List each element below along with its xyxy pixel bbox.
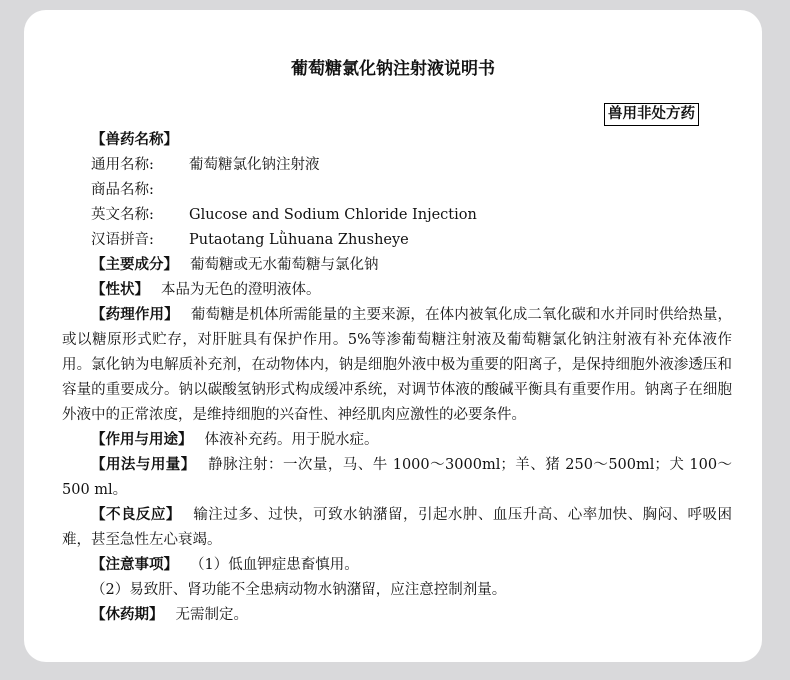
pharmacology-heading: 【药理作用】 — [91, 307, 179, 323]
pharmacology-paragraph — [62, 303, 732, 428]
document-title: 葡萄糖氯化钠注射液说明书 — [291, 59, 495, 79]
dosage-text: 静脉注射：一次量，马、牛 1000～3000ml；羊、猪 250～500ml；犬 100～500 ml。 — [62, 457, 733, 498]
indications-text: 体液补充药。用于脱水症。 — [204, 432, 379, 448]
pinyin-value: Putaotang Lǜhuana Zhusheye — [189, 232, 409, 248]
withdrawal-heading: 【休药期】 — [91, 607, 164, 623]
trade-name-label: 商品名称: — [91, 182, 154, 198]
otc-badge: 兽用非处方药 — [604, 103, 699, 126]
section-heading: 【兽药名称】 — [91, 132, 178, 148]
indications-heading: 【作用与用途】 — [91, 432, 193, 448]
appearance-text: 本品为无色的澄明液体。 — [161, 282, 321, 298]
dosage-paragraph — [62, 453, 732, 503]
precautions-heading: 【注意事项】 — [91, 557, 178, 573]
appearance-row — [62, 278, 732, 303]
trade-name-row — [62, 178, 732, 203]
english-name-value: Glucose and Sodium Chloride Injection — [189, 207, 477, 223]
indications-row — [62, 428, 732, 453]
withdrawal-text: 无需制定。 — [175, 607, 248, 623]
precautions-item-1: （1）低血钾症患畜慎用。 — [190, 557, 359, 573]
composition-heading: 【主要成分】 — [91, 257, 178, 273]
precautions-item-2: （2）易致肝、肾功能不全患病动物水钠潴留，应注意控制剂量。 — [91, 582, 507, 598]
name-section-heading — [62, 128, 732, 153]
adverse-text: 输注过多、过快，可致水钠潴留，引起水肿、血压升高、心率加快、胸闷、呼吸困难，甚至急性左心衰竭。 — [62, 507, 732, 548]
document-body — [62, 128, 732, 628]
pinyin-row — [62, 228, 732, 253]
withdrawal-row — [62, 603, 732, 628]
adverse-heading: 【不良反应】 — [91, 507, 181, 523]
composition-row — [62, 253, 732, 278]
precautions-row — [62, 553, 732, 578]
precautions-item-2-row — [62, 578, 732, 603]
dosage-heading: 【用法与用量】 — [91, 457, 196, 473]
english-name-row — [62, 203, 732, 228]
english-name-label: 英文名称: — [91, 207, 154, 223]
appearance-heading: 【性状】 — [91, 282, 149, 298]
pinyin-label: 汉语拼音: — [91, 232, 154, 248]
common-name-row — [62, 153, 732, 178]
document-card — [24, 10, 762, 662]
pharmacology-text: 葡萄糖是机体所需能量的主要来源，在体内被氧化成二氧化碳和水并同时供给热量，或以糖原形式贮存，对肝脏具有保护作用。5%等渗葡萄糖注射液及葡萄糖氯化钠注射液有补充体液作用。氯化钠为电解质补充剂，在动物体内，钠是细胞外液中极为重要的阳离子，是保持细胞外液渗透压和容量的重要成分。钠以碳酸氢钠形式构成缓冲系统，对调节体液的酸碱平衡具有重要作用。钠离子在细胞外液中的正常浓度，是维持细胞的兴奋性、神经肌肉应激性的必要条件。 — [62, 307, 733, 423]
common-name-label: 通用名称: — [91, 157, 154, 173]
adverse-paragraph — [62, 503, 732, 553]
composition-text: 葡萄糖或无水葡萄糖与氯化钠 — [190, 257, 379, 273]
common-name-value: 葡萄糖氯化钠注射液 — [189, 157, 320, 173]
